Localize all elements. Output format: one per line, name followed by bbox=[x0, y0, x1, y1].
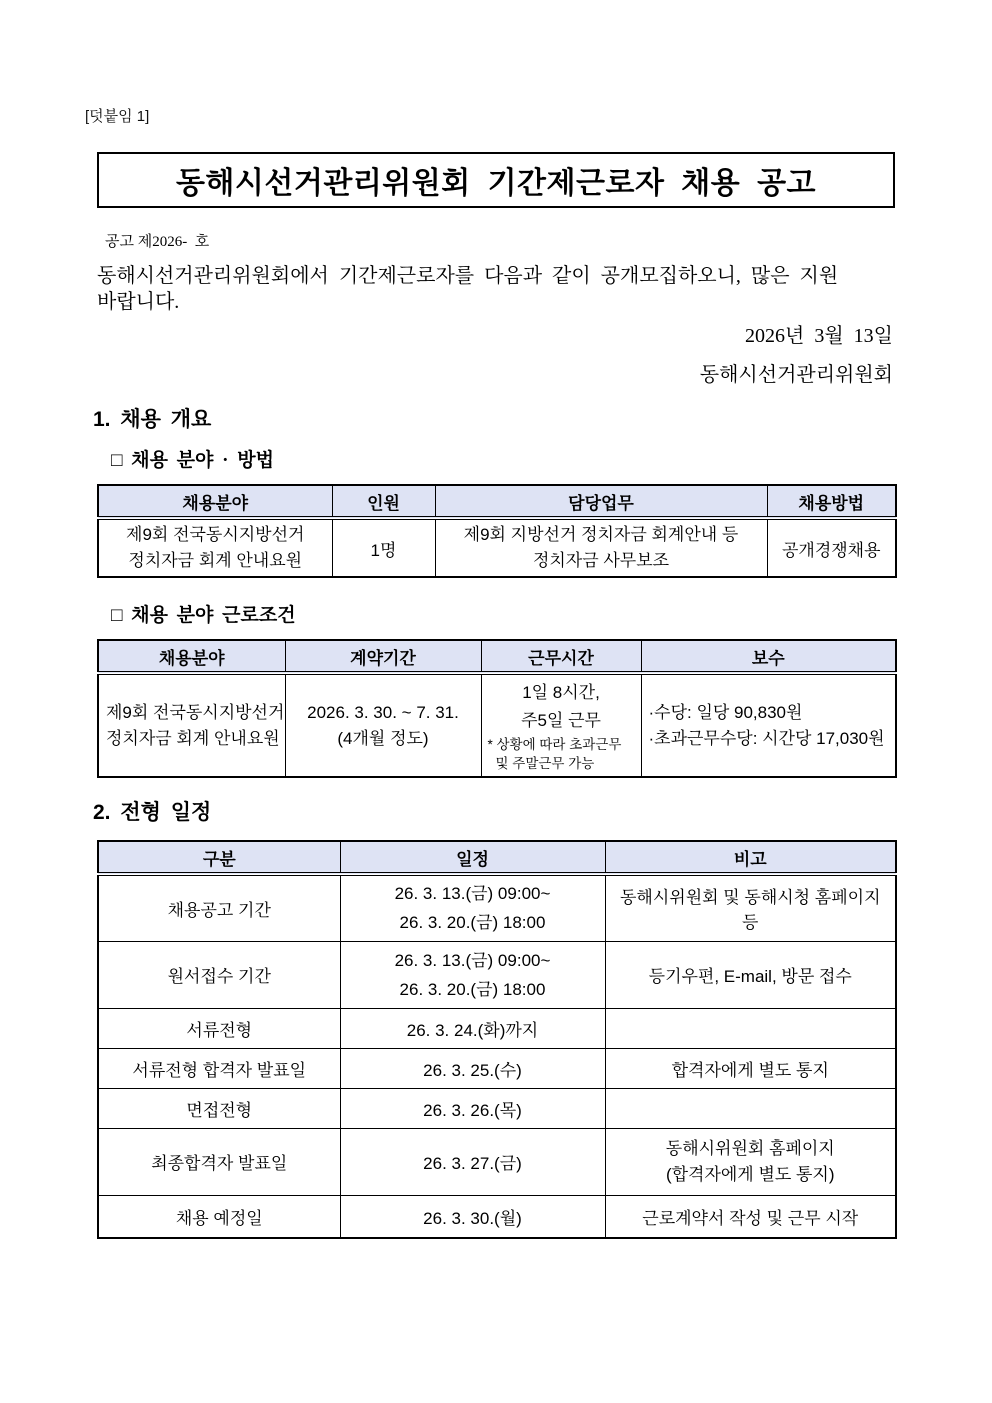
schedule-row-hire-date bbox=[98, 1195, 896, 1238]
cell-schedule: 26. 3. 27.(금) bbox=[340, 1128, 605, 1195]
cell-duty-line2: 정치자금 사무보조 bbox=[532, 551, 670, 570]
cell-note bbox=[605, 1128, 896, 1195]
cell-hours-line1: 1일 8시간, bbox=[522, 682, 600, 702]
document-title: 동해시선거관리위원회 기간제근로자 채용 공고 bbox=[175, 167, 817, 200]
cell-note bbox=[605, 1088, 896, 1128]
schedule-row-final-results bbox=[98, 1128, 896, 1195]
cell-note: 근로계약서 작성 및 근무 시작 bbox=[605, 1195, 896, 1238]
cell-note: 등기우편, E-mail, 방문 접수 bbox=[605, 941, 896, 1008]
col-header-schedule: 일정 bbox=[340, 841, 605, 874]
section-1-heading: 1. 채용 개요 bbox=[93, 408, 212, 431]
cell-category: 채용 예정일 bbox=[98, 1195, 340, 1238]
schedule-line2: 26. 3. 20.(금) 18:00 bbox=[399, 979, 546, 999]
subheading-work-conditions: □ 채용 분야 근로조건 bbox=[111, 605, 296, 626]
cell-field bbox=[98, 673, 285, 777]
note-line1: 동해시위원회 홈페이지 bbox=[665, 1138, 835, 1158]
cell-duty-line1: 제9회 지방선거 정치자금 회계안내 등 bbox=[463, 525, 739, 544]
cell-category: 채용공고 기간 bbox=[98, 874, 340, 941]
cell-note: 합격자에게 별도 통지 bbox=[605, 1048, 896, 1088]
intro-line-2: 바랍니다. bbox=[97, 291, 180, 313]
cell-period-line2: (4개월 정도) bbox=[337, 728, 429, 748]
cell-pay-line2: ·초과근무수당: 시간당 17,030원 bbox=[648, 728, 885, 748]
issuer-name: 동해시선거관리위원회 bbox=[699, 364, 893, 386]
cell-category: 서류전형 합격자 발표일 bbox=[98, 1048, 340, 1088]
cell-schedule bbox=[340, 941, 605, 1008]
cell-field-line1: 제9회 전국동시지방선거 bbox=[126, 525, 305, 544]
cell-schedule: 26. 3. 26.(목) bbox=[340, 1088, 605, 1128]
col-header-work-hours: 근무시간 bbox=[481, 640, 641, 673]
schedule-line1: 26. 3. 13.(금) 09:00~ bbox=[394, 950, 551, 970]
note-line2: (합격자에게 별도 통지) bbox=[665, 1164, 835, 1184]
col-header-duty: 담당업무 bbox=[435, 485, 767, 518]
announcement-date: 2026년 3월 13일 bbox=[745, 325, 893, 347]
cell-field-line2: 정치자금 회계 안내요원 bbox=[128, 551, 303, 570]
cell-note bbox=[605, 1008, 896, 1048]
cell-category: 원서접수 기간 bbox=[98, 941, 340, 1008]
col-header-count: 인원 bbox=[332, 485, 435, 518]
notice-number: 공고 제2026- 호 bbox=[105, 234, 210, 250]
cell-field-line1: 제9회 전국동시지방선거 bbox=[106, 702, 285, 722]
schedule-line1: 26. 3. 13.(금) 09:00~ bbox=[394, 884, 551, 904]
attachment-label: [덧붙임 1] bbox=[85, 108, 150, 125]
schedule-row-interview bbox=[98, 1088, 896, 1128]
cell-note: 동해시위원회 및 동해시청 홈페이지 등 bbox=[605, 874, 896, 941]
schedule-row-document-screening bbox=[98, 1008, 896, 1048]
document-title-box bbox=[97, 152, 895, 208]
schedule-row-application-period bbox=[98, 941, 896, 1008]
intro-paragraph bbox=[97, 263, 895, 315]
cell-schedule bbox=[340, 874, 605, 941]
table-row bbox=[98, 673, 896, 777]
cell-pay bbox=[641, 673, 896, 777]
schedule-table bbox=[97, 840, 897, 1239]
cell-field bbox=[98, 518, 332, 577]
intro-line-1: 동해시선거관리위원회에서 기간제근로자를 다음과 같이 공개모집하오니, 많은 지원 bbox=[97, 265, 839, 287]
col-header-method: 채용방법 bbox=[767, 485, 896, 518]
col-header-contract-period: 계약기간 bbox=[285, 640, 481, 673]
table-header-row bbox=[98, 640, 896, 673]
cell-hours-note2: 및 주말근무 가능 bbox=[495, 755, 595, 771]
cell-schedule: 26. 3. 30.(월) bbox=[340, 1195, 605, 1238]
cell-hours-note1: * 상황에 따라 초과근무 bbox=[487, 736, 622, 752]
cell-field-line2: 정치자금 회계 안내요원 bbox=[106, 728, 280, 748]
col-header-pay: 보수 bbox=[641, 640, 896, 673]
schedule-row-document-results bbox=[98, 1048, 896, 1088]
cell-duty bbox=[435, 518, 767, 577]
subheading-recruit-method: □ 채용 분야 · 방법 bbox=[111, 450, 274, 471]
schedule-line2: 26. 3. 20.(금) 18:00 bbox=[399, 913, 546, 933]
cell-count: 1명 bbox=[332, 518, 435, 577]
cell-category: 면접전형 bbox=[98, 1088, 340, 1128]
cell-contract-period bbox=[285, 673, 481, 777]
section-2-heading: 2. 전형 일정 bbox=[93, 801, 212, 824]
schedule-row-announcement-period bbox=[98, 874, 896, 941]
cell-schedule: 26. 3. 24.(화)까지 bbox=[340, 1008, 605, 1048]
col-header-note: 비고 bbox=[605, 841, 896, 874]
recruit-method-table bbox=[97, 484, 897, 578]
table-header-row bbox=[98, 841, 896, 874]
document-page bbox=[85, 0, 895, 1239]
cell-schedule: 26. 3. 25.(수) bbox=[340, 1048, 605, 1088]
table-row bbox=[98, 518, 896, 577]
cell-hours-line2: 주5일 근무 bbox=[521, 710, 601, 730]
work-conditions-table bbox=[97, 639, 897, 778]
cell-category: 최종합격자 발표일 bbox=[98, 1128, 340, 1195]
cell-period-line1: 2026. 3. 30. ~ 7. 31. bbox=[307, 702, 459, 722]
cell-method: 공개경쟁채용 bbox=[767, 518, 896, 577]
table-header-row bbox=[98, 485, 896, 518]
col-header-field: 채용분야 bbox=[98, 485, 332, 518]
cell-pay-line1: ·수당: 일당 90,830원 bbox=[648, 702, 803, 722]
col-header-category: 구분 bbox=[98, 841, 340, 874]
col-header-field: 채용분야 bbox=[98, 640, 285, 673]
cell-work-hours bbox=[481, 673, 641, 777]
cell-category: 서류전형 bbox=[98, 1008, 340, 1048]
